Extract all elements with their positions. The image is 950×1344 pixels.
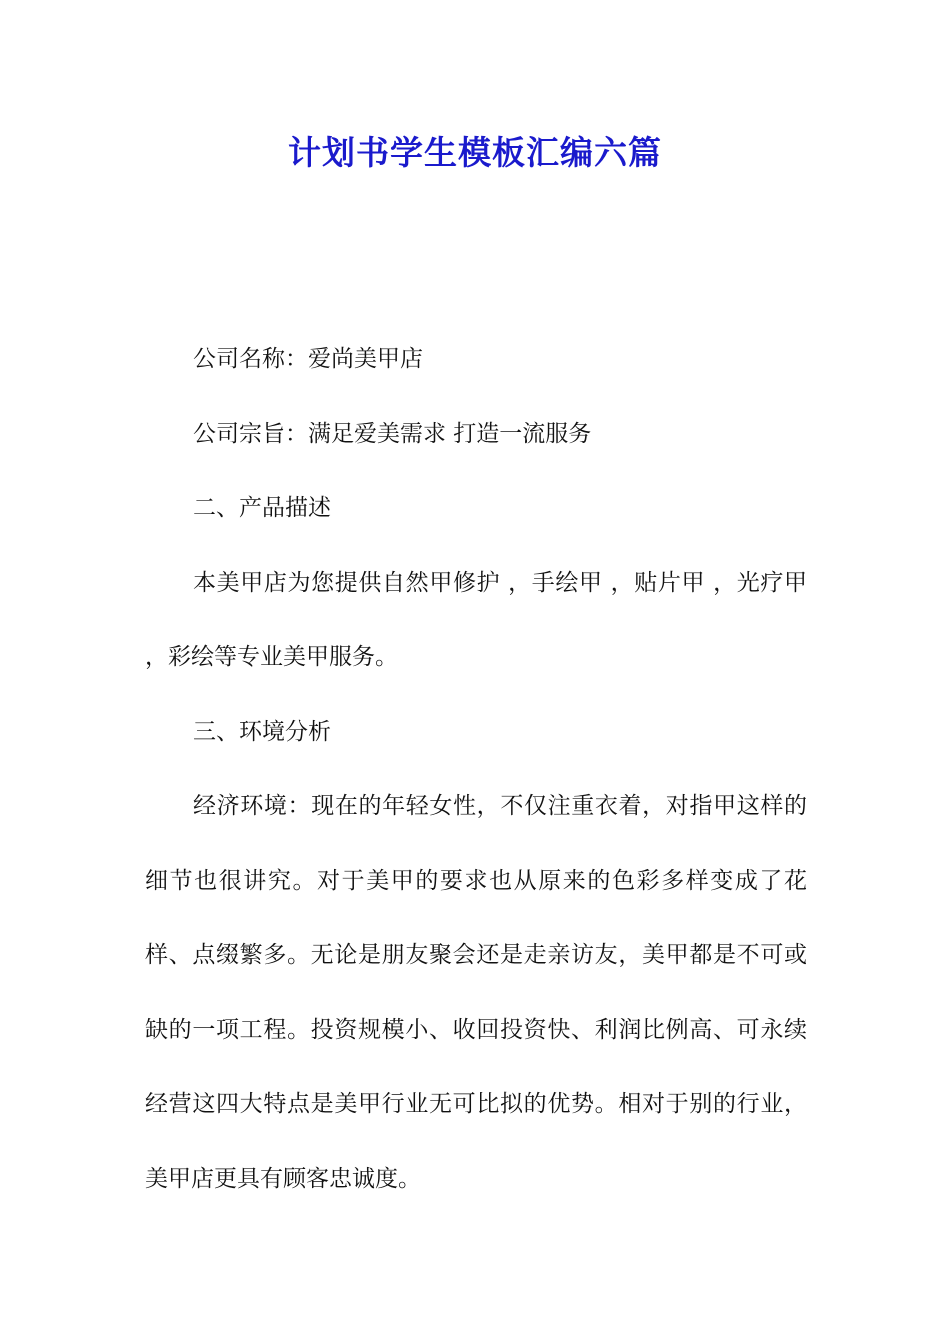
economic-environment-paragraph: 经济环境：现在的年轻女性，不仅注重衣着，对指甲这样的细节也很讲究。对于美甲的要求也从原来的色彩多样变成了花样、点缀繁多。无论是朋友聚会还是走亲访友，美甲都是不可或缺的一项工程。投资规模小、收回投资快、利润比例高、可永续经营这四大特点是美甲行业无可比拟的优势。相对于别的行业，美甲店更具有顾客忠诚度。 xyxy=(145,793,807,1192)
document-title: 计划书学生模板汇编六篇 xyxy=(288,133,662,172)
section-heading-product: 二、产品描述 xyxy=(193,495,331,521)
document-body xyxy=(145,322,807,1216)
company-purpose-paragraph: 公司宗旨：满足爱美需求 打造一流服务 xyxy=(193,420,592,447)
product-description-paragraph: 本美甲店为您提供自然甲修护 ，手绘甲 ，贴片甲 ，光疗甲 ，彩绘等专业美甲服务。 xyxy=(145,569,807,670)
section-heading-environment: 三、环境分析 xyxy=(193,718,331,745)
company-name-paragraph: 公司名称：爱尚美甲店 xyxy=(193,346,423,372)
